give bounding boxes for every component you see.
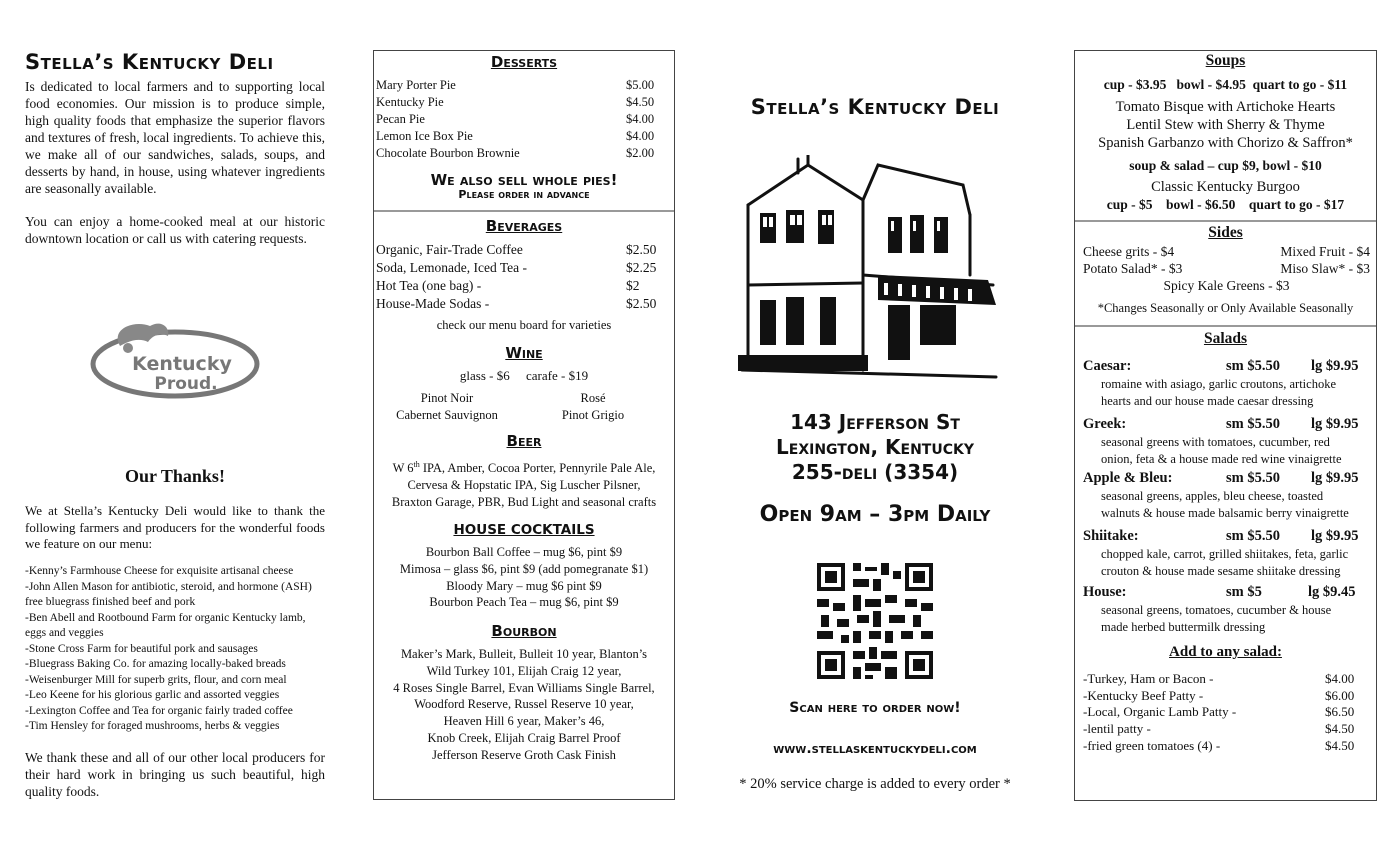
list-item: -Stone Cross Farm for beautiful pork and sausages xyxy=(25,642,258,655)
list-item: -Kentucky Beef Patty - $6.00 xyxy=(1083,687,1355,703)
list-item: -John Allen Mason for antibiotic, steroid, and hormone (ASH) free bluegrass finished beef and pork xyxy=(25,580,312,608)
list-item: -Bluegrass Baking Co. for amazing locally-baked breads xyxy=(25,658,286,670)
soups-heading: Soups xyxy=(1205,52,1246,69)
website-link[interactable]: www.stellaskentuckydeli.com xyxy=(773,741,977,757)
list-item: Mary Porter Pie $5.00 xyxy=(376,78,655,92)
list-item: Greek: sm $5.50 lg $9.95 seasonal greens with tomatoes, cucumber, red onion, feta & a house made red wine vinaigrette xyxy=(1083,416,1359,466)
drinks-desserts-panel xyxy=(373,50,675,800)
sides-list xyxy=(1075,243,1376,294)
list-item: -Turkey, Ham or Bacon - $4.00 xyxy=(1083,671,1355,686)
sides-heading: Sides xyxy=(1208,224,1243,241)
qr-code-icon[interactable] xyxy=(817,563,933,679)
thanks-intro: We at Stella’s Kentucky Deli would like to thank the following farmers and producers for the wonderful foods we feature on our menu: xyxy=(25,503,325,551)
soup-salad-combo: soup & salad – cup $9, bowl - $10 xyxy=(1129,158,1322,173)
location-paragraph: You can enjoy a home-cooked meal at our historic downtown location or call us with catering requests. xyxy=(25,214,325,246)
wine-heading: Wine xyxy=(505,344,543,362)
cover-title-block xyxy=(700,95,1050,119)
beverages-list xyxy=(374,241,674,313)
list-item: Apple & Bleu: sm $5.50 lg $9.95 seasonal greens, apples, bleu cheese, toasted walnuts & house made balsamic berry vinaigrette xyxy=(1083,470,1359,520)
list-item: -Local, Organic Lamb Patty - $6.50 xyxy=(1083,704,1355,720)
cocktails-heading: HOUSE COCKTAILS xyxy=(453,522,595,539)
bourbon-heading: Bourbon xyxy=(491,621,557,640)
thanks-closing: We thank these and all of our other local producers for their hard work in bringing us such beautiful, high quality foods. xyxy=(25,750,325,799)
cocktails-list xyxy=(374,544,674,611)
wine-varieties xyxy=(374,390,674,424)
wine-pricing: glass - $6 carafe - $19 xyxy=(459,368,589,383)
soups-list xyxy=(1075,98,1376,152)
hours: Open 9am – 3pm Daily xyxy=(759,502,991,527)
street-address: 143 Jefferson St xyxy=(790,410,960,434)
about-title: Stella’s Kentucky Deli xyxy=(25,50,274,74)
list-item: -Tim Hensley for foraged mushrooms, herbs & veggies xyxy=(25,720,280,732)
list-item: Pecan Pie $4.00 xyxy=(376,112,655,126)
list-item: -fried green tomatoes (4) - $4.50 xyxy=(1083,737,1355,753)
city-state: Lexington, Kentucky xyxy=(776,435,974,459)
list-item: House: sm $5 lg $9.45 seasonal greens, tomatoes, cucumber & house made herbed buttermilk dressing xyxy=(1083,584,1356,634)
seasonal-note: *Changes Seasonally or Only Available Seasonally xyxy=(1097,301,1354,315)
menu-board-note: check our menu board for varieties xyxy=(436,318,612,332)
scan-to-order-text: Scan here to order now! xyxy=(789,700,961,716)
desserts-heading: Desserts xyxy=(490,53,558,71)
burgoo-pricing: cup - $5 bowl - $6.50 quart to go - $17 xyxy=(1106,197,1345,212)
list-item: Mixed Fruit - $4 xyxy=(1280,244,1370,259)
list-item: Chocolate Bourbon Brownie $2.00 xyxy=(376,146,655,160)
list-item: Caesar: sm $5.50 lg $9.95 romaine with asiago, garlic croutons, artichoke hearts and our house made caesar dressing xyxy=(1083,358,1359,408)
list-item: Tomato Bisque with Artichoke Hearts xyxy=(1115,99,1336,115)
phone-number[interactable]: 255-deli (3354) xyxy=(791,460,959,484)
desserts-list xyxy=(374,77,674,162)
list-item: Spicy Kale Greens - $3 xyxy=(1163,278,1290,293)
deli-building-illustration xyxy=(738,155,1000,383)
about-panel xyxy=(25,50,325,247)
list-item: Bloody Mary – mug $6 pint $9 xyxy=(446,578,602,593)
beverages-heading: Beverages xyxy=(485,217,563,235)
whole-pies-note: We also sell whole pies! xyxy=(430,171,618,189)
logo-text-2: Proud. xyxy=(154,374,218,394)
add-to-salad-heading: Add to any salad: xyxy=(1169,644,1282,660)
list-item: Rosé xyxy=(580,391,606,405)
list-item: Spanish Garbanzo with Chorizo & Saffron* xyxy=(1098,135,1353,151)
bourbon-list: Maker’s Mark, Bulleit, Bulleit 10 year, Blanton’s Wild Turkey 101, Elijah Craig 12 year, 4 Roses Single Barrel, Evan Williams Single Barrel, Woodford Reserve, Russel Reserve 10 year, Heaven Hill 6 year, Maker’s 46, Knob Creek, Elijah Craig Barrel Proof Jefferson Reserve Groth Cask Finish xyxy=(393,646,655,762)
list-item: House-Made Sodas - $2.50 xyxy=(376,296,657,311)
cover-title: Stella’s Kentucky Deli xyxy=(750,95,1000,119)
list-item: Mimosa – glass $6, pint $9 (add pomegranate $1) xyxy=(399,561,649,576)
list-item: Organic, Fair-Trade Coffee $2.50 xyxy=(376,242,657,257)
list-item: Lemon Ice Box Pie $4.00 xyxy=(376,129,655,143)
list-item: Hot Tea (one bag) - $2 xyxy=(376,278,640,293)
beer-list: W 6th IPA, Amber, Cocoa Porter, Pennyrile Pale Ale, Cervesa & Hopstatic IPA, Sig Luscher Pilsner, Braxton Garage, PBR, Bud Light and seasonal crafts xyxy=(391,460,657,510)
soups-salads-panel xyxy=(1074,50,1377,801)
order-advance-note: Please order in advance xyxy=(458,188,590,201)
list-item: Shiitake: sm $5.50 lg $9.95 chopped kale, carrot, grilled shiitakes, feta, garlic crouton & house made sesame shiitake dressing xyxy=(1083,528,1359,578)
logo-text-1: Kentucky xyxy=(132,353,232,375)
list-item: Kentucky Pie $4.50 xyxy=(376,95,655,109)
address-block xyxy=(700,410,1050,485)
salads-heading: Salads xyxy=(1203,330,1248,347)
list-item: Pinot Grigio xyxy=(561,408,625,422)
salads-list xyxy=(1075,357,1376,635)
list-item: Miso Slaw* - $3 xyxy=(1280,261,1370,276)
soup-pricing: cup - $3.95 bowl - $4.95 quart to go - $11 xyxy=(1103,77,1348,92)
list-item: Bourbon Ball Coffee – mug $6, pint $9 xyxy=(425,545,623,560)
list-item: Potato Salad* - $3 xyxy=(1083,261,1183,276)
list-item: Cheese grits - $4 xyxy=(1083,244,1175,259)
bird-icon xyxy=(118,324,169,353)
producer-list xyxy=(25,564,325,735)
list-item: -Kenny’s Farmhouse Cheese for exquisite artisanal cheese xyxy=(25,565,294,577)
list-item: Bourbon Peach Tea – mug $6, pint $9 xyxy=(429,595,619,610)
list-item: -lentil patty - $4.50 xyxy=(1083,721,1355,737)
list-item: Soda, Lemonade, Iced Tea - $2.25 xyxy=(376,260,657,275)
list-item: Pinot Noir xyxy=(420,391,474,405)
kentucky-proud-logo xyxy=(90,318,260,400)
list-item: -Leo Keene for his glorious garlic and assorted veggies xyxy=(25,689,280,701)
list-item: -Lexington Coffee and Tea for organic fairly traded coffee xyxy=(25,704,293,717)
list-item: Lentil Stew with Sherry & Thyme xyxy=(1126,117,1325,133)
list-item: -Weisenburger Mill for superb grits, flour, and corn meal xyxy=(25,673,287,686)
burgoo: Classic Kentucky Burgoo xyxy=(1151,179,1300,195)
service-charge-note: * 20% service charge is added to every order * xyxy=(739,776,1011,792)
add-ons-list xyxy=(1075,671,1376,755)
list-item: -Ben Abell and Rootbound Farm for organic Kentucky lamb, eggs and veggies xyxy=(25,611,306,639)
thanks-title: Our Thanks! xyxy=(125,466,225,486)
beer-heading: Beer xyxy=(506,432,542,450)
mission-paragraph: Is dedicated to local farmers and to supporting local food economies. Our mission is to produce simple, high quality foods that emphasize the superior flavors and textures of fresh, local ingredients. To achieve this, we make all of our sandwiches, salads, soups, and desserts by hand, in house, using whatever ingredients are seasonally available. xyxy=(25,79,325,196)
list-item: Cabernet Sauvignon xyxy=(396,408,498,422)
